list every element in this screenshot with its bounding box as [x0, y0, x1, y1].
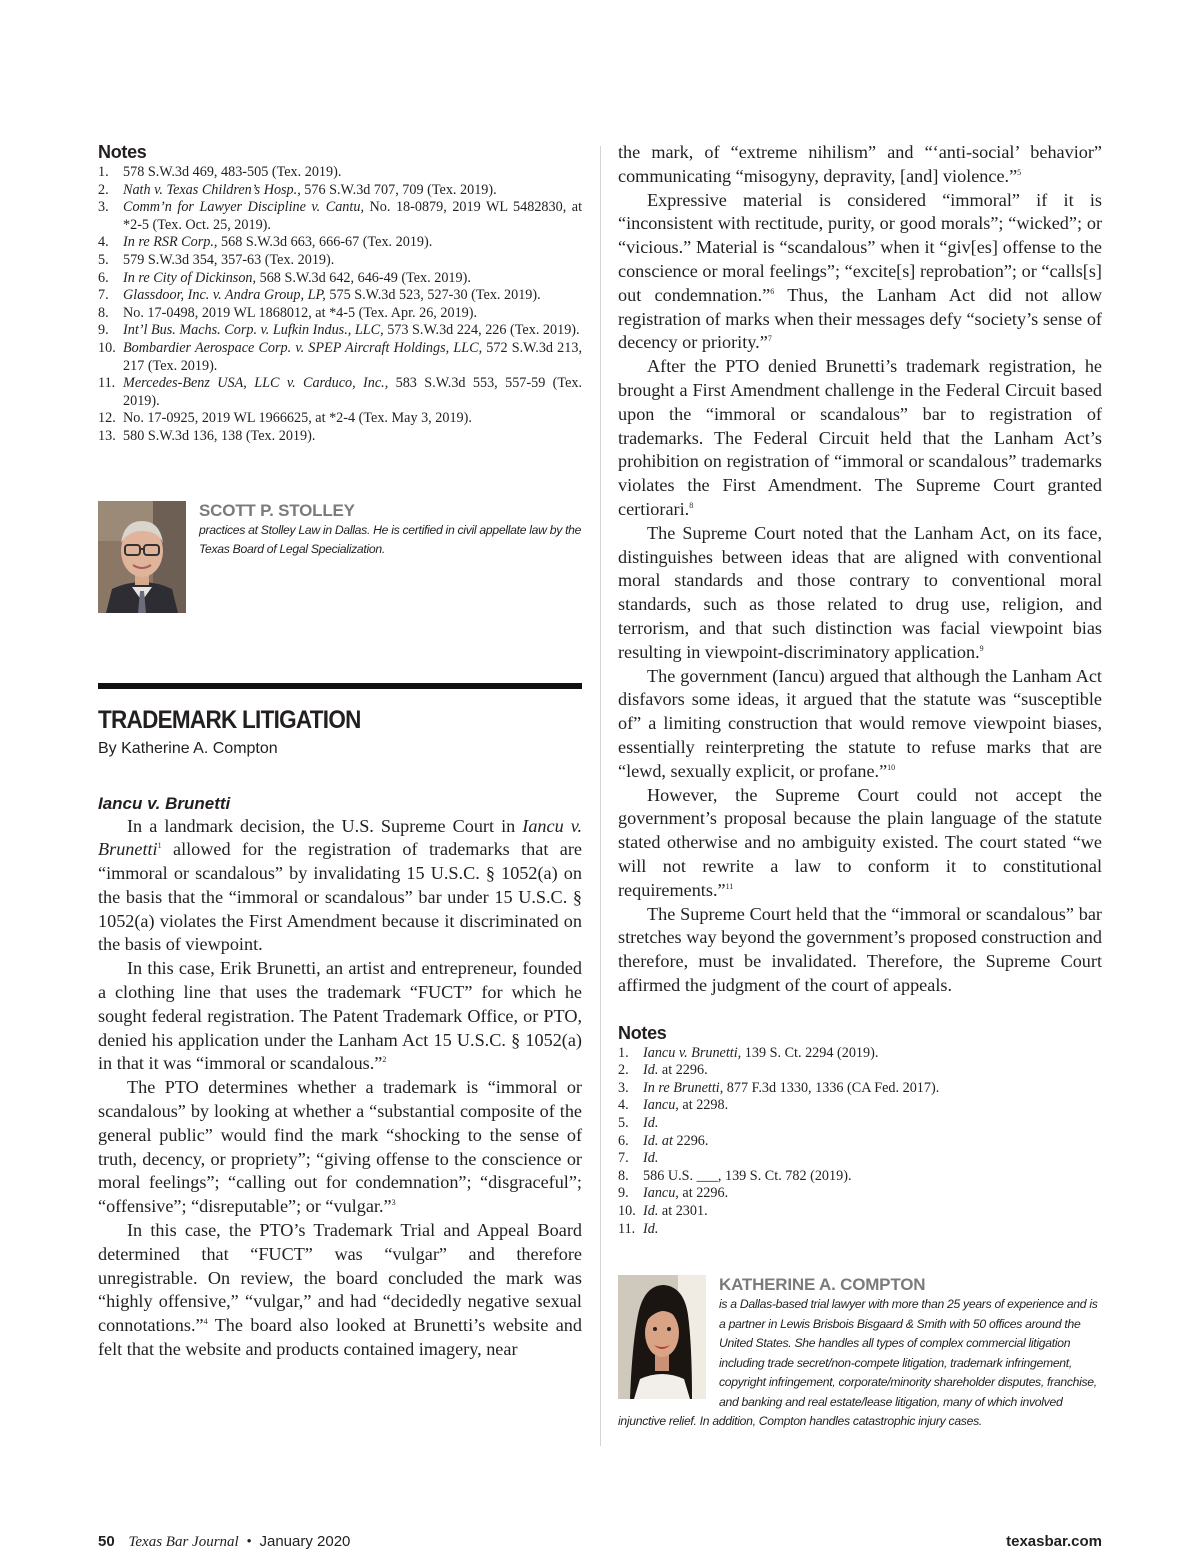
author-bio-text: practices at Stolley Law in Dallas. He is certified in civil appellate law by the Texas Board of Legal Specialization.: [199, 522, 582, 556]
note-number: 9.: [98, 322, 109, 339]
case-citation: Nath v. Texas Children’s Hosp.,: [123, 181, 301, 198]
author-bio-text: is a Dallas-based trial lawyer with more than 25 years of experience and is a partner in Lewis Brisbois Bisgaard & Smith with 50 offices around the United States. She handles all types of complex commercial litigation including trade secret/non-compete litigation, trademark infringement, copyright infringement, corporate/minority shareholder disputes, franchise, and banking and real estate/lease litigation, many of which involved injunctive relief. In addition, Compton handles catastrophic injury cases.: [618, 1297, 1098, 1429]
text-run: In this case, the PTO’s Trademark Trial and Appeal Board determined that “FUCT” was “vulgar” and therefore unregistrable. On review, the board concluded the mark was “highly offensive,” “vulgar,” and had “decidedly negative sexual connotations.”: [98, 1220, 582, 1336]
journal-title: Texas Bar Journal: [128, 1534, 239, 1550]
section-divider: [98, 683, 582, 689]
author-name: SCOTT P. STOLLEY: [199, 500, 355, 520]
note-item: [98, 252, 582, 270]
note-item: [618, 1045, 1102, 1063]
note-number: 9.: [618, 1185, 629, 1202]
case-heading: Iancu v. Brunetti: [98, 793, 231, 813]
left-column: [98, 141, 582, 1362]
text-run: 580 S.W.3d 136, 138 (Tex. 2019).: [123, 427, 316, 444]
body-paragraph: [618, 784, 1102, 903]
body-paragraph: [98, 815, 582, 958]
notes-heading: Notes: [618, 1022, 667, 1043]
text-run: 579 S.W.3d 354, 357-63 (Tex. 2019).: [123, 251, 335, 268]
text-run: No. 17-0925, 2019 WL 1966625, at *2-4 (Tex. May 3, 2019).: [123, 410, 472, 427]
author-photo: [98, 501, 186, 613]
case-citation: Id.: [643, 1220, 659, 1237]
page-footer: [98, 1532, 1102, 1552]
text-run: at 2296.: [678, 1185, 729, 1202]
text-run: The PTO determines whether a trademark is “immoral or scandalous” by looking at whether a “substantial composite of the general public” would find the mark “shocking to the sense of truth, decency, or propriety”; “giving offense to the conscience or moral feelings”; “calling out for condemnation”; “disgraceful”; “offensive”; “disreputable”; or “vulgar.”: [98, 1077, 582, 1217]
page-number: 50: [98, 1533, 115, 1550]
note-item: [618, 1203, 1102, 1221]
note-item: [98, 234, 582, 252]
case-citation: Id.: [643, 1115, 659, 1132]
note-number: 3.: [98, 199, 109, 216]
footnote-ref: 2: [382, 1055, 387, 1065]
note-item: [618, 1115, 1102, 1133]
text-run: allowed for the registration of trademarks that are “immoral or scandalous” by invalidating 15 U.S.C. § 1052(a) on the basis that the “immoral or scandalous” bar under 15 U.S.C. § 1052(a) violates the First Amendment because it discriminated on the basis of viewpoint.: [98, 839, 582, 955]
footnote-ref: 9: [979, 643, 984, 653]
text-run: 572 S.W.3d 213, 217 (Tex. 2019).: [123, 339, 582, 374]
note-number: 5.: [618, 1115, 629, 1132]
note-number: 6.: [618, 1132, 629, 1149]
case-citation: In re Brunetti,: [643, 1079, 724, 1096]
note-number: 2.: [98, 181, 109, 198]
note-item: [618, 1150, 1102, 1168]
text-run: The Supreme Court noted that the Lanham Act, on its face, distinguishes between ideas that are aligned with conventional moral standards and those contrary to conventional moral standards, such as those related to drug use, religion, and terrorism, and that such distinction was facial viewpoint bias resulting in viewpoint-discriminatory application.: [618, 522, 1102, 662]
text-run: 139 S. Ct. 2294 (2019).: [741, 1044, 879, 1061]
text-run: 586 U.S. ___, 139 S. Ct. 782 (2019).: [643, 1167, 852, 1184]
note-number: 4.: [98, 234, 109, 251]
note-item: [98, 287, 582, 305]
issue-date: January 2020: [259, 1533, 351, 1550]
text-run: 877 F.3d 1330, 1336 (CA Fed. 2017).: [723, 1079, 940, 1096]
notes-list: [98, 164, 582, 446]
note-number: 4.: [618, 1097, 629, 1114]
note-number: 1.: [98, 164, 109, 180]
text-run: In this case, Erik Brunetti, an artist and entrepreneur, founded a clothing line that uses the trademark “FUCT” for which he sought federal registration. The Patent Trademark Office, or PTO, denied his application under the Lanham Act 15 U.S.C. § 1052(a) in that it was “immoral or scandalous.”: [98, 958, 582, 1074]
text-run: the mark, of “extreme nihilism” and “‘anti-social’ behavior” communicating “misogyny, depravity, [and] violence.”: [618, 142, 1102, 186]
note-number: 3.: [618, 1079, 629, 1096]
text-run: at 2301.: [658, 1203, 708, 1220]
body-paragraph: [618, 665, 1102, 784]
note-number: 1.: [618, 1044, 629, 1061]
column-divider: [600, 146, 601, 1446]
note-item: [98, 340, 582, 375]
body-paragraph: [618, 903, 1102, 998]
author-name: KATHERINE A. COMPTON: [719, 1275, 926, 1295]
author-bio-compton: [618, 1275, 1102, 1432]
text-run: However, the Supreme Court could not accept the government’s proposal because the plain language of the statute stated otherwise and no ambiguity existed. The court stated “we will not rewrite a law to conform it to constitutional requirements.”: [618, 784, 1102, 900]
footnote-ref: 7: [767, 334, 772, 344]
body-paragraph: [618, 522, 1102, 665]
note-number: 6.: [98, 269, 109, 286]
note-item: [98, 305, 582, 323]
text-run: In a landmark decision, the U.S. Supreme Court in: [127, 815, 523, 836]
footnote-ref: 8: [689, 500, 694, 510]
text-run: 568 S.W.3d 642, 646-49 (Tex. 2019).: [256, 269, 471, 286]
body-paragraph: [98, 1076, 582, 1219]
case-citation: Bombardier Aerospace Corp. v. SPEP Aircraft Holdings, LLC,: [123, 339, 483, 356]
case-citation: In re RSR Corp.,: [123, 234, 218, 251]
article-body-left: [98, 815, 582, 1362]
body-paragraph: [618, 189, 1102, 356]
text-run: 583 S.W.3d 553, 557-59 (Tex. 2019).: [123, 375, 583, 409]
case-citation: Mercedes-Benz USA, LLC v. Carduco, Inc.,: [123, 375, 389, 392]
text-run: at 2298.: [678, 1097, 729, 1114]
note-number: 8.: [98, 304, 109, 321]
case-citation: Glassdoor, Inc. v. Andra Group, LP,: [123, 287, 326, 304]
section-title: TRADEMARK LITIGATION: [98, 705, 361, 734]
footnote-ref: 1: [157, 841, 162, 851]
footnote-ref: 6: [770, 286, 775, 296]
note-item: [618, 1221, 1102, 1239]
notes-heading: Notes: [98, 142, 147, 162]
byline: By Katherine A. Compton: [98, 739, 278, 757]
text-run: 573 S.W.3d 224, 226 (Tex. 2019).: [383, 322, 580, 339]
note-item: [98, 410, 582, 428]
note-item: [618, 1133, 1102, 1151]
case-citation: Id.: [643, 1062, 659, 1079]
case-citation: Iancu v. Brunetti: [98, 815, 582, 860]
note-item: [618, 1168, 1102, 1186]
case-citation: Int’l Bus. Machs. Corp. v. Lufkin Indus., LLC,: [123, 322, 384, 339]
note-number: 7.: [618, 1150, 629, 1167]
text-run: 575 S.W.3d 523, 527-30 (Tex. 2019).: [325, 287, 541, 304]
footnote-ref: 4: [203, 1317, 208, 1327]
case-citation: In re City of Dickinson,: [123, 269, 257, 286]
text-run: No. 18-0879, 2019 WL 5482830, at *2-5 (Tex. Oct. 25, 2019).: [123, 199, 583, 233]
note-number: 10.: [98, 339, 116, 356]
text-run: The board also looked at Brunetti’s website and felt that the website and products contained imagery, near: [98, 1315, 582, 1360]
right-column: [618, 141, 1102, 1432]
author-bio-stolley: [98, 501, 582, 621]
case-citation: Id.: [643, 1203, 659, 1220]
body-paragraph: [618, 141, 1102, 189]
note-item: [618, 1062, 1102, 1080]
text-run: The government (Iancu) argued that although the Lanham Act disfavors some ideas, it argued that the statute was “susceptible of” a limiting construction that would remove viewpoint biases, essentially reinterpreting the statute to refuse marks that are “lewd, sexually explicit, or profane.”: [618, 665, 1102, 781]
case-citation: Id.: [643, 1150, 659, 1167]
note-number: 11.: [618, 1220, 636, 1237]
author-photo: [618, 1275, 706, 1399]
text-run: 576 S.W.3d 707, 709 (Tex. 2019).: [300, 181, 497, 198]
note-item: [98, 199, 582, 234]
footer-bullet: •: [246, 1534, 252, 1550]
text-run: 578 S.W.3d 469, 483-505 (Tex. 2019).: [123, 164, 342, 180]
notes-list: [618, 1045, 1102, 1239]
case-citation: Iancu,: [643, 1097, 679, 1114]
text-run: After the PTO denied Brunetti’s trademark registration, he brought a First Amendment challenge in the Federal Circuit based upon the “immoral or scandalous” bar to registration of trademarks. The Federal Circuit held that the Lanham Act’s prohibition on registration of “immoral or scandalous” trademarks violates the First Amendment. The Supreme Court granted certiorari.: [618, 356, 1102, 519]
note-number: 12.: [98, 410, 116, 427]
note-number: 5.: [98, 251, 109, 268]
note-number: 7.: [98, 287, 109, 304]
text-run: The Supreme Court held that the “immoral or scandalous” bar stretches way beyond the government’s proposed construction and therefore, must be invalidated. Therefore, the Supreme Court affirmed the judgment of the court of appeals.: [618, 903, 1102, 995]
text-run: at 2296.: [658, 1062, 708, 1079]
body-paragraph: [98, 1219, 582, 1362]
case-citation: Id. at: [643, 1132, 673, 1149]
note-item: [98, 182, 582, 200]
text-run: Thus, the Lanham Act did not allow registration of marks when their messages defy “society’s sense of decency or priority.”: [618, 284, 1102, 353]
note-number: 2.: [618, 1062, 629, 1079]
text-run: 568 S.W.3d 663, 666-67 (Tex. 2019).: [217, 234, 433, 251]
case-citation: Comm’n for Lawyer Discipline v. Cantu,: [123, 199, 364, 216]
note-item: [98, 270, 582, 288]
note-item: [98, 322, 582, 340]
case-citation: Iancu,: [643, 1185, 679, 1202]
note-item: [618, 1097, 1102, 1115]
note-number: 11.: [98, 375, 116, 392]
footnote-ref: 5: [1017, 167, 1022, 177]
note-item: [98, 164, 582, 182]
footnote-ref: 3: [391, 1198, 396, 1208]
note-number: 10.: [618, 1203, 636, 1220]
website-link[interactable]: texasbar.com: [1006, 1533, 1102, 1550]
note-item: [98, 428, 582, 446]
note-number: 13.: [98, 427, 116, 444]
footnote-ref: 10: [887, 762, 896, 772]
note-item: [98, 375, 582, 410]
text-run: Expressive material is considered “immoral” if it is “inconsistent with rectitude, purity, or good morals”; “wicked”; or “vicious.” Material is “scandalous” when it “giv[es] offense to the conscience or moral feelings”; “excite[s] reprobation”; or “calls[s] out condemnation.”: [618, 189, 1102, 305]
note-item: [618, 1185, 1102, 1203]
text-run: 2296.: [672, 1132, 709, 1149]
case-citation: Iancu v. Brunetti,: [643, 1044, 742, 1061]
footnote-ref: 11: [725, 881, 734, 891]
article-body-right: [618, 141, 1102, 998]
body-paragraph: [98, 957, 582, 1076]
note-number: 8.: [618, 1167, 629, 1184]
note-item: [618, 1080, 1102, 1098]
body-paragraph: [618, 355, 1102, 522]
text-run: No. 17-0498, 2019 WL 1868012, at *4-5 (Tex. Apr. 26, 2019).: [123, 304, 478, 321]
